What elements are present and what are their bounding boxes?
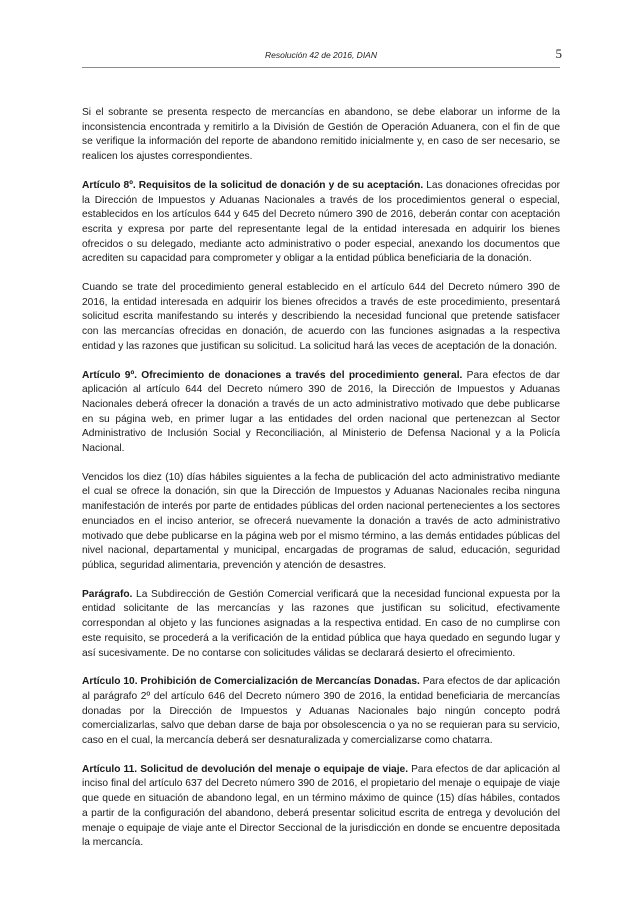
paragraph-text: Cuando se trate del procedimiento general establecido en el artículo 644 del Decreto número 390 de 2016, la entidad interesada en adquirir los bienes ofrecidos a través de este procedimiento, presentará solicitud escrita manifestando su interés y describiendo la necesidad funcional que pretende satisfacer con las mercancías ofrecidas en donación, de acuerdo con las funciones asignadas a la respectiva entidad y las razones que justifican su solicitud. La solicitud hará las veces de aceptación de la donación. <box>82 282 560 352</box>
paragraph-heading: Artículo 11. Solicitud de devolución del menaje o equipaje de viaje. <box>82 763 409 775</box>
page-number: 5 <box>555 46 562 61</box>
paragraph-heading: Artículo 10. Prohibición de Comercialización de Mercancías Donadas. <box>82 676 420 688</box>
paragraph-text: Las donaciones ofrecidas por la Dirección de Impuestos y Aduanas Nacionales a través de los procedimientos general o especial, establecidos en los artículos 644 y 645 del Decreto número 390 de 2016, deberán contar con aceptación escrita y expresa por parte del representante legal de la entidad interesada en adquirir los bienes ofrecidos o su delegado, mediante acto administrativo o poder especial, anexando los documentos que acrediten su capacidad para comprometer y obligar a la entidad pública beneficiaria de la donación. <box>82 179 560 265</box>
paragraph <box>82 179 560 267</box>
paragraph <box>82 471 560 574</box>
paragraph <box>82 106 560 165</box>
document-body <box>82 106 560 865</box>
paragraph-text: Para efectos de dar aplicación al inciso final del artículo 637 del Decreto número 390 de 2016, el propietario del menaje o equipaje de viaje que quede en situación de abandono legal, en un término máximo de quince (15) días hábiles, contados a partir de la configuración del abandono, deberá presentar solicitud escrita de entrega y devolución del menaje o equipaje de viaje ante el Director Seccional de la jurisdicción en donde se encuentre depositada la mercancía. <box>82 763 560 849</box>
paragraph-text: Para efectos de dar aplicación al artículo 644 del Decreto número 390 de 2016, la Dirección de Impuestos y Aduanas Nacionales deberá ofrecer la donación a través de un acto administrativo motivado que debe publicarse en su página web, en primer lugar a las entidades del orden nacional que pertenezcan al Sector Administrativo de Inclusión Social y Reconciliación, al Ministerio de Defensa Nacional y a la Policía Nacional. <box>82 369 560 455</box>
paragraph <box>82 369 560 457</box>
paragraph <box>82 675 560 749</box>
paragraph-text: Vencidos los diez (10) días hábiles siguientes a la fecha de publicación del acto administrativo mediante el cual se ofrece la donación, sin que la Dirección de Impuestos y Aduanas Nacionales reciba ninguna manifestación de interés por parte de entidades públicas del orden nacional pertenecientes a los sectores enunciados en el inciso anterior, se ofrecerá nuevamente la donación a través de acto administrativo motivado que debe publicarse en la página web por el mismo término, a las demás entidades públicas del nivel nacional, departamental y municipal, encargadas de programas de salud, educación, seguridad pública, seguridad alimentaria, prevención y atención de desastres. <box>82 471 560 571</box>
paragraph-heading: Parágrafo. <box>82 588 133 600</box>
paragraph-heading: Artículo 9º. Ofrecimiento de donaciones a través del procedimiento general. <box>82 369 463 381</box>
page-header <box>82 46 560 66</box>
paragraph-heading: Artículo 8º. Requisitos de la solicitud de donación y de su aceptación. <box>82 179 424 191</box>
paragraph-text: Para efectos de dar aplicación al parágrafo 2º del artículo 646 del Decreto número 390 de 2016, la entidad beneficiaria de mercancías donadas por la Dirección de Impuestos y Aduanas Nacionales bajo ningún concepto podrá comercializarlas, salvo que deban darse de baja por obsolescencia o ya no se requieran para su servicio, caso en el cual, la mercancía deberá ser desnaturalizada y comercializarse como chatarra. <box>82 676 560 747</box>
header-title: Resolución 42 de 2016, DIAN <box>265 50 377 60</box>
paragraph <box>82 763 560 851</box>
header-rule <box>82 67 560 68</box>
paragraph <box>82 588 560 662</box>
paragraph <box>82 281 560 355</box>
paragraph-text: Si el sobrante se presenta respecto de mercancías en abandono, se debe elaborar un informe de la inconsistencia encontrada y remitirlo a la División de Gestión de Operación Aduanera, con el fin de que se verifique la información del reporte de abandono remitido inicialmente y, en caso de ser necesario, se realicen los ajustes correspondientes. <box>82 107 560 163</box>
paragraph-text: La Subdirección de Gestión Comercial verificará que la necesidad funcional expuesta por la entidad solicitante de las mercancías y las razones que justifican su solicitud, efectivamente correspondan al objeto y las funciones asignadas a la respectiva entidad. En caso de no cumplirse con este requisito, se procederá a la verificación de la entidad pública que haya quedado en segundo lugar y así sucesivamente. De no contarse con solicitudes válidas se declarará desierto el ofrecimiento. <box>82 588 560 659</box>
